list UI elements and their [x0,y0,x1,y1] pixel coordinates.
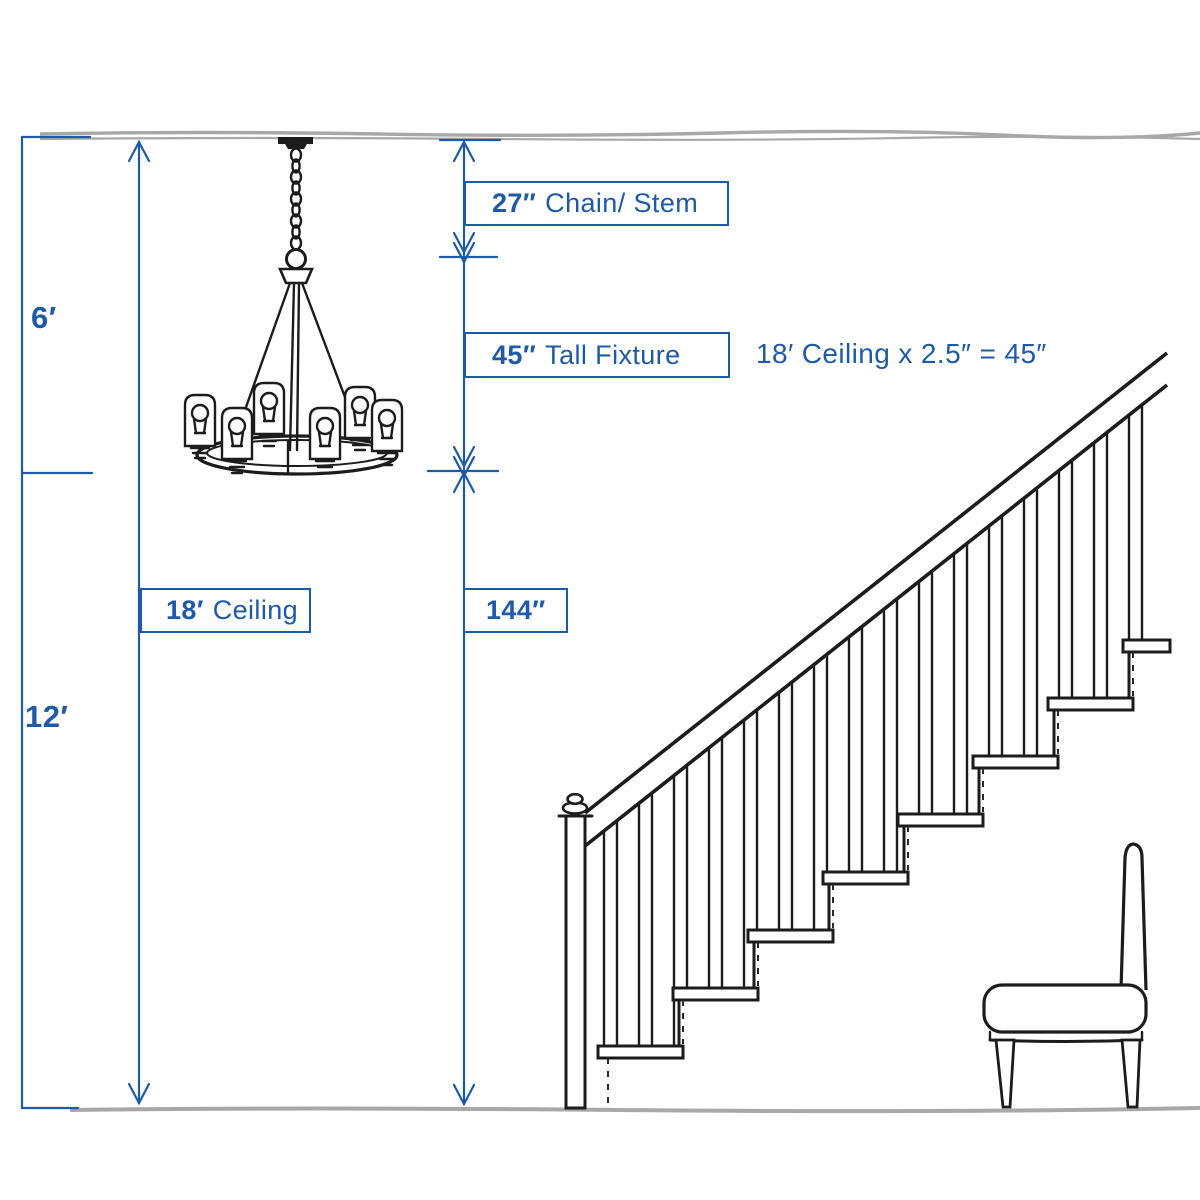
left-dimension-line [22,137,92,1108]
dim-label-12ft: 12′ [25,699,69,734]
chain-stem-dimension-box [464,181,729,226]
chain-stem-text: Chain/ Stem [545,188,699,218]
ceiling-height-dimension-box [140,588,311,633]
chain-stem-value: 27″ [492,188,537,218]
ceiling-height-value: 18′ [166,595,204,625]
floor-to-fixture-value: 144″ [486,595,546,625]
floor-to-fixture-dimension-box [463,588,568,633]
dim-label-6ft: 6′ [31,300,57,335]
tall-fixture-value: 45″ [492,339,537,370]
tall-fixture-text: Tall Fixture [545,339,681,370]
tall-fixture-dimension-box [464,332,730,378]
sizing-formula-text: 18′ Ceiling x 2.5″ = 45″ [756,338,1047,369]
ceiling-height-text: Ceiling [212,595,299,625]
